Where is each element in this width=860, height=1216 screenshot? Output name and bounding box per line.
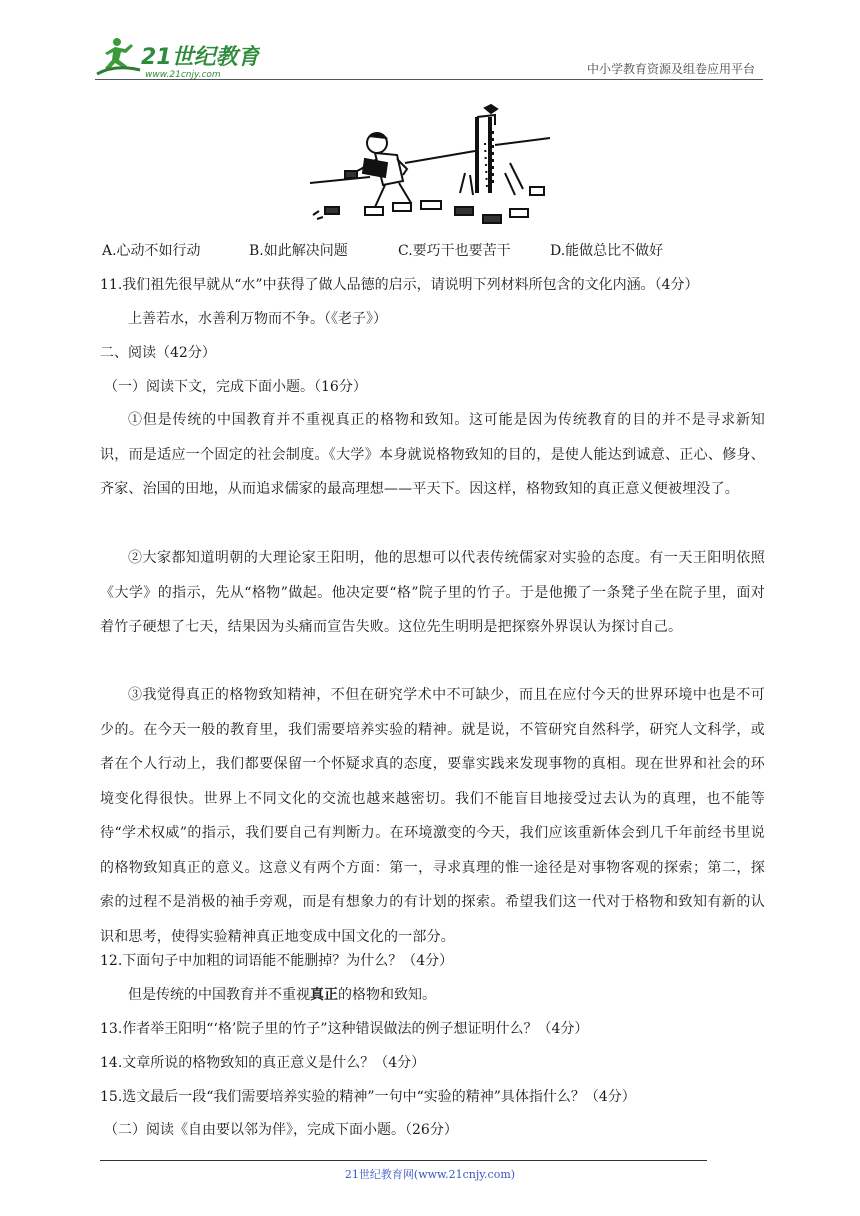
question-12-sentence <box>128 985 436 1005</box>
platform-name: 中小学教育资源及组卷应用平台 <box>586 62 755 76</box>
logo-text: 21世纪教育 <box>141 45 260 70</box>
passage-paragraph-3: ③我觉得真正的格物致知精神，不但在研究学术中不可缺少，而且在应付今天的世界环境中也是不可少的。在今天一般的教育里，我们需要培养实验的精神。就是说，不管研究自然科学，研究人文科学，或者在个人行动上，我们都要保留一个怀疑求真的态度，要靠实践来发现事物的真相。现在世界和社会的环境变化得很快。世界上不同文化的交流也越来越密切。我们不能盲目地接受过去认为的真理，也不能等待“学术权威”的指示，我们要自己有判断力。在环境激变的今天，我们应该重新体会到几千年前经书里说的格物致知真正的意义。这意义有两个方面：第一，寻求真理的惟一途径是对事物客观的探索；第二，探索的过程不是消极的袖手旁观，而是有想象力的有计划的探索。希望我们这一代对于格物和致知有新的认识和思考，使得实验精神真正地变成中国文化的一部分。 <box>100 687 765 945</box>
passage-paragraph-1: ①但是传统的中国教育并不重视真正的格物和致知。这可能是因为传统教育的目的并不是寻求新知识，而是适应一个固定的社会制度。《大学》本身就说格物致知的目的，是使人能达到诚意、正心、修身、齐家、治国的田地，从而追求儒家的最高理想——平天下。因这样，格物致知的真正意义便被埋没了。 <box>100 412 765 497</box>
question-illustration <box>305 103 555 231</box>
question-11-quote: 上善若水，水善利万物而不争。（《老子》） <box>128 311 387 327</box>
part-2-heading: （二）阅读《自由要以邻为伴》，完成下面小题。（26分） <box>104 1122 458 1138</box>
question-13: 13.作者举王阳明“‘格’院子里的竹子”这种错误做法的例子想证明什么？（4分） <box>100 1021 589 1037</box>
question-11: 11.我们祖先很早就从“水”中获得了做人品德的启示，请说明下列材料所包含的文化内涵。（4分） <box>100 277 699 293</box>
sentence-after: 的格物和致知。 <box>338 987 436 1003</box>
header-divider <box>95 79 763 80</box>
question-14: 14.文章所说的格物致知的真正意义是什么？（4分） <box>100 1055 426 1071</box>
bold-word: 真正 <box>310 987 338 1003</box>
question-12: 12.下面句子中加粗的词语能不能删掉？为什么？（4分） <box>100 953 454 969</box>
logo-url: www.21cnjy.com <box>145 70 221 80</box>
footer-divider <box>100 1160 707 1161</box>
option-c: C.要巧干也要苦干 <box>398 243 511 259</box>
passage-paragraph-2: ②大家都知道明朝的大理论家王阳明，他的思想可以代表传统儒家对实验的态度。有一天王阳明依照《大学》的指示，先从“格物”做起。他决定要“格”院子里的竹子。于是他搬了一条凳子坐在院子里，面对着竹子硬想了七天，结果因为头痛而宣告失败。这位先生明明是把探察外界误认为探讨自己。 <box>100 550 765 635</box>
footer-link[interactable]: 21世纪教育网(www.21cnjy.com) <box>344 1168 516 1181</box>
question-15: 15.选文最后一段“我们需要培养实验的精神”一句中“实验的精神”具体指什么？（4分） <box>100 1089 636 1105</box>
option-a: A.心动不如行动 <box>102 243 201 259</box>
section-2-heading: 二、阅读（42分） <box>100 345 216 361</box>
part-1-heading: （一）阅读下文，完成下面小题。（16分） <box>104 379 367 395</box>
sentence-before: 但是传统的中国教育并不重视 <box>128 987 310 1003</box>
option-d: D.能做总比不做好 <box>550 243 664 259</box>
site-logo <box>95 34 260 82</box>
option-b: B.如此解决问题 <box>249 243 348 259</box>
